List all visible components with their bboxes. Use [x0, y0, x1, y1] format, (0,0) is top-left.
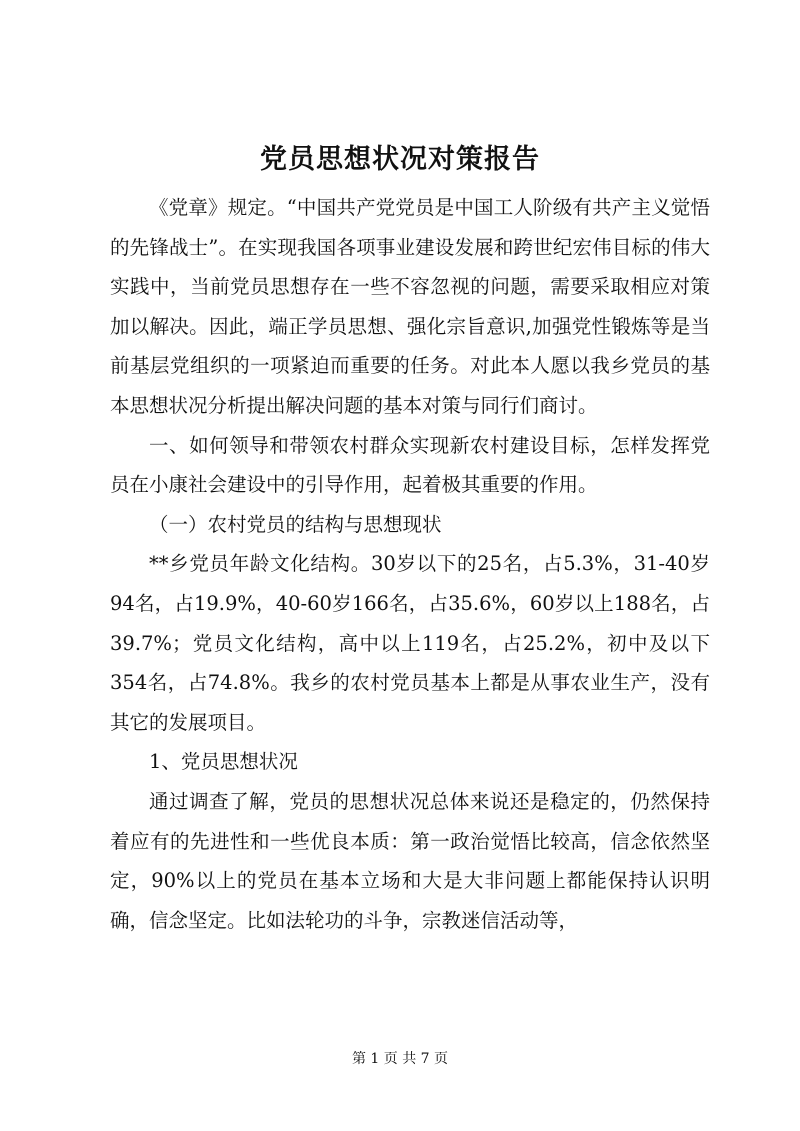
document-title: 党员思想状况对策报告 — [260, 144, 540, 175]
paragraph-intro: 《党章》规定。“中国共产党党员是中国工人阶级有共产主义觉悟的先锋战士”。在实现我国各项事业建设发展和跨世纪宏伟目标的伟大实践中，当前党员思想存在一些不容忽视的问题，需要采取相应对策加以解决。因此，端正学员思想、强化宗旨意识,加强党性锻炼等是当前基层党组织的一项紧迫而重要的任务。对此本人愿以我乡党员的基本思想状况分析提出解决问题的基本对策与同行们商讨。 — [110, 196, 710, 417]
paragraph-survey: 通过调查了解，党员的思想状况总体来说还是稳定的，仍然保持着应有的先进性和一些优良本质：第一政治觉悟比较高，信念依然坚定，90%以上的党员在基本立场和大是大非问题上都能保持认识明确，信念坚定。比如法轮功的斗争，宗教迷信活动等， — [110, 789, 710, 932]
page-footer: 第 1 页 共 7 页 — [351, 1051, 449, 1067]
subheading-thought-status: 1、党员思想状况 — [149, 750, 298, 774]
document-body — [110, 188, 710, 940]
paragraph-statistics: **乡党员年龄文化结构。30岁以下的25名，占5.3%，31-40岁94名，占19.9%，40-60岁166名，占35.6%，60岁以上188名，占39.7%；党员文化结构，高中以上119名，占25.2%，初中及以下354名，占74.8%。我乡的农村党员基本上都是从事农业生产，没有其它的发展项目。 — [110, 552, 710, 734]
paragraph-section-one: 一、如何领导和带领农村群众实现新农村建设目标，怎样发挥党员在小康社会建设中的引导作用，起着极其重要的作用。 — [110, 433, 710, 497]
subheading-structure: （一）农村党员的结构与思想现状 — [149, 512, 442, 536]
